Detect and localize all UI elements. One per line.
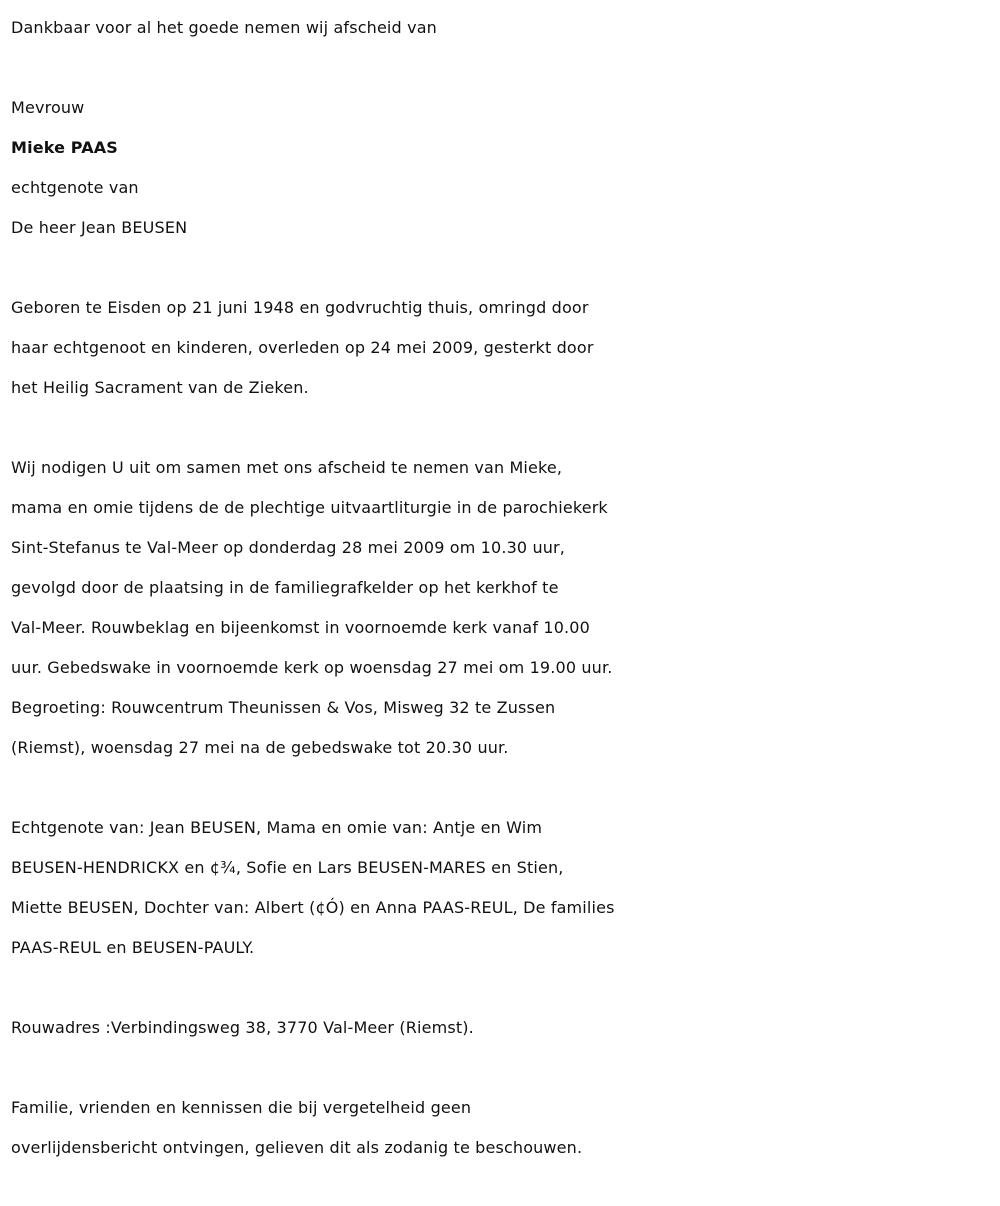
spacer <box>11 1048 1000 1088</box>
deceased-name: Mieke PAAS <box>11 138 118 157</box>
paragraph-line: (Riemst), woensdag 27 mei na de gebedswake tot 20.30 uur. <box>11 738 509 757</box>
spacer <box>11 968 1000 1008</box>
paragraph-line: gevolgd door de plaatsing in de familiegrafkelder op het kerkhof te <box>11 578 559 597</box>
paragraph-line: mama en omie tijdens de de plechtige uitvaartliturgie in de parochiekerk <box>11 498 608 517</box>
paragraph-line: Geboren te Eisden op 21 juni 1948 en godvruchtig thuis, omringd door <box>11 298 589 317</box>
paragraph-line: Familie, vrienden en kennissen die bij vergetelheid geen <box>11 1098 472 1117</box>
spacer <box>11 48 1000 88</box>
paragraph-line: Val-Meer. Rouwbeklag en bijeenkomst in voornoemde kerk vanaf 10.00 <box>11 618 590 637</box>
birth-death-paragraph <box>11 288 1000 408</box>
paragraph-line: PAAS-REUL en BEUSEN-PAULY. <box>11 938 255 957</box>
paragraph-line: het Heilig Sacrament van de Zieken. <box>11 378 309 397</box>
paragraph-line: BEUSEN-HENDRICKX en ¢¾, Sofie en Lars BEUSEN-MARES en Stien, <box>11 858 564 877</box>
paragraph-line: haar echtgenoot en kinderen, overleden op 24 mei 2009, gesterkt door <box>11 338 594 357</box>
paragraph-line: Begroeting: Rouwcentrum Theunissen & Vos, Misweg 32 te Zussen <box>11 698 556 717</box>
paragraph-line: Wij nodigen U uit om samen met ons afscheid te nemen van Mieke, <box>11 458 563 477</box>
spacer <box>11 408 1000 448</box>
intro-text: Dankbaar voor al het goede nemen wij afscheid van <box>11 18 437 37</box>
closing-paragraph <box>11 1088 1000 1168</box>
family-paragraph <box>11 808 1000 968</box>
relation-text: echtgenote van <box>11 178 139 197</box>
spouse-name: De heer Jean BEUSEN <box>11 218 188 237</box>
invitation-paragraph <box>11 448 1000 768</box>
spacer <box>11 768 1000 808</box>
paragraph-line: Echtgenote van: Jean BEUSEN, Mama en omie van: Antje en Wim <box>11 818 543 837</box>
paragraph-line: Miette BEUSEN, Dochter van: Albert (¢Ó) en Anna PAAS-REUL, De families <box>11 898 615 917</box>
spacer <box>11 248 1000 288</box>
mourning-address: Rouwadres :Verbindingsweg 38, 3770 Val-Meer (Riemst). <box>11 1018 474 1037</box>
paragraph-line: overlijdensbericht ontvingen, gelieven dit als zodanig te beschouwen. <box>11 1138 583 1157</box>
paragraph-line: Sint-Stefanus te Val-Meer op donderdag 28 mei 2009 om 10.30 uur, <box>11 538 566 557</box>
paragraph-line: uur. Gebedswake in voornoemde kerk op woensdag 27 mei om 19.00 uur. <box>11 658 613 677</box>
honorific: Mevrouw <box>11 98 85 117</box>
